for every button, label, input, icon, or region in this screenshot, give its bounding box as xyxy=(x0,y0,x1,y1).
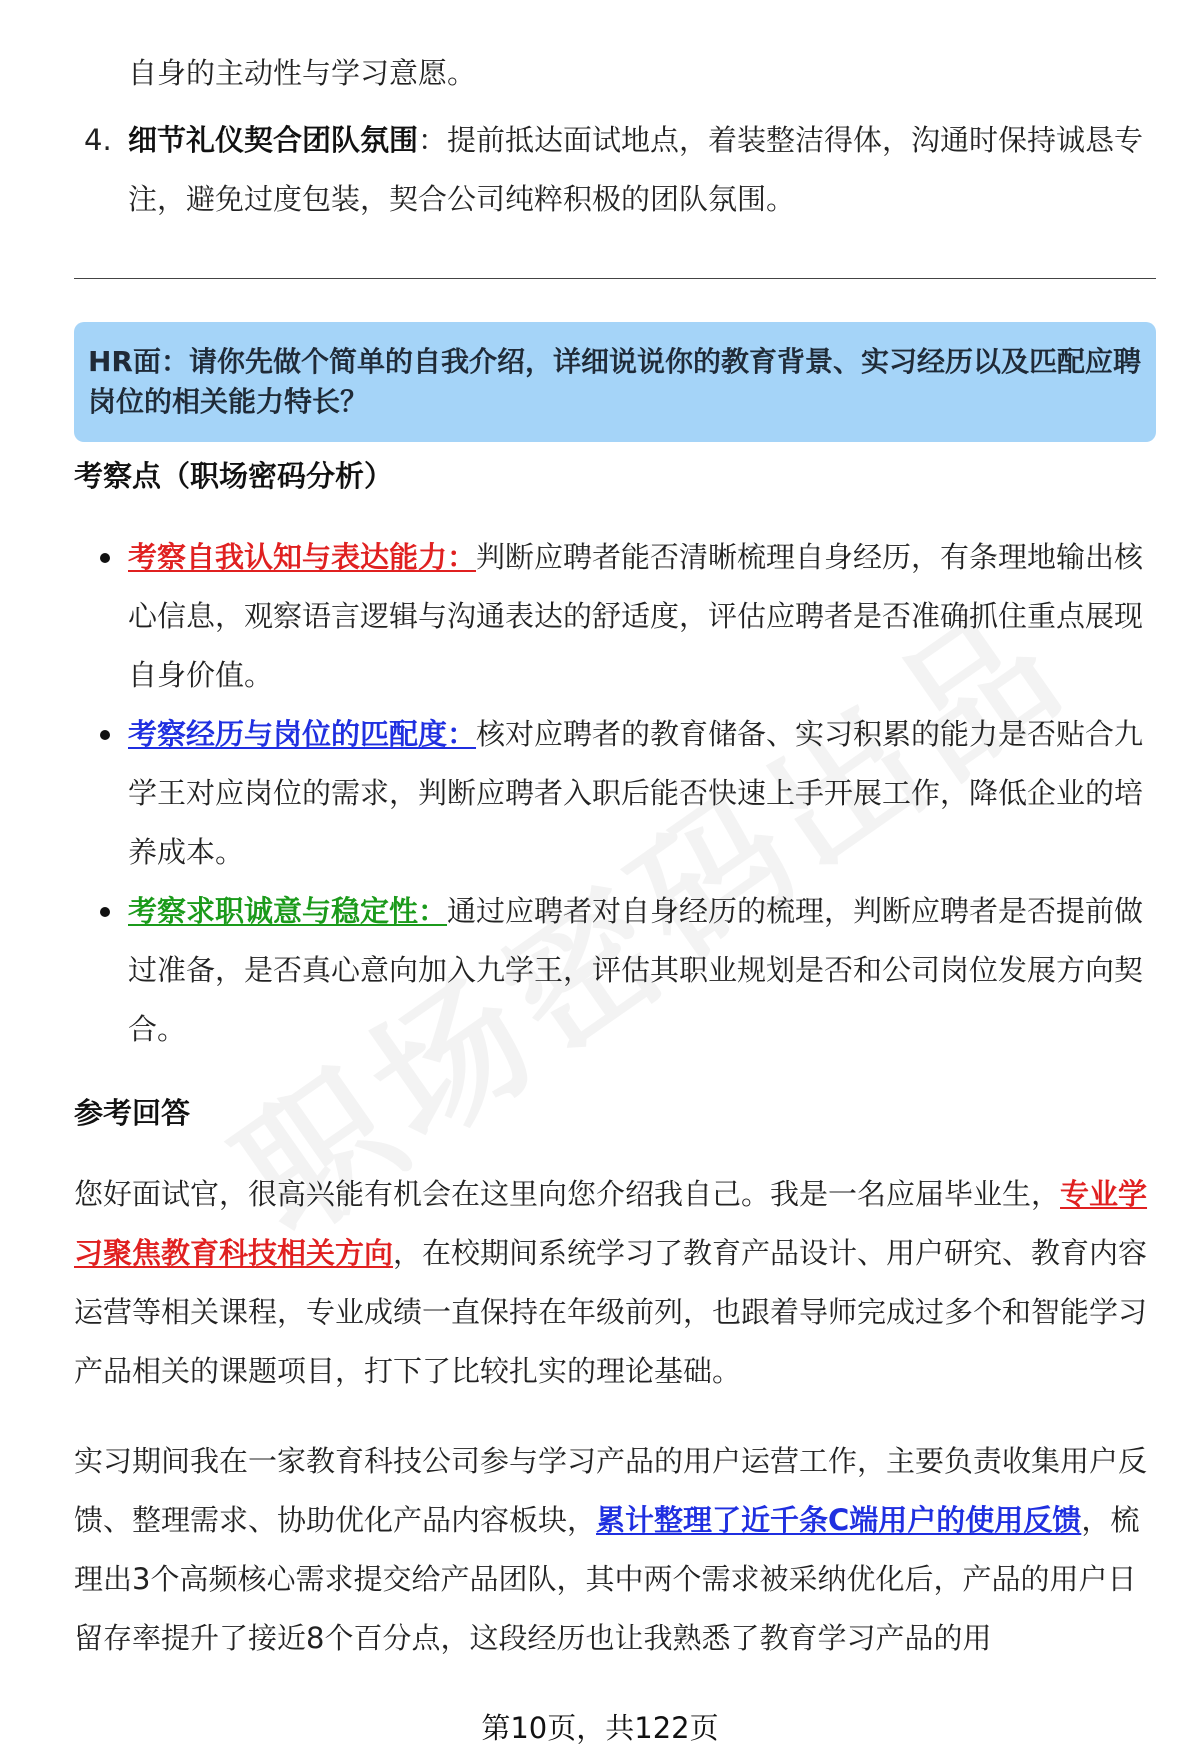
list-item-4 xyxy=(84,111,1148,229)
bullet-dot xyxy=(100,553,110,563)
analysis-point-text: 核对应聘者的教育储备、实习积累的能力是否贴合九学王对应岗位的需求，判断应聘者入职后能否快速上手开展工作，降低企业的培养成本。 xyxy=(128,717,1144,869)
question-box xyxy=(74,322,1156,442)
question-text: HR面：请你先做个简单的自我介绍，详细说说你的教育背景、实习经历以及匹配应聘岗位的相关能力特长？ xyxy=(88,345,1141,418)
analysis-point-text: 通过应聘者对自身经历的梳理，判断应聘者是否提前做过准备，是否真心意向加入九学王，评估其职业规划是否和公司岗位发展方向契合。 xyxy=(128,894,1144,1046)
answer-highlight: 累计整理了近千条C端用户的使用反馈 xyxy=(596,1503,1082,1537)
analysis-point-label: 考察自我认知与表达能力： xyxy=(128,540,477,574)
answer-heading: 参考回答 xyxy=(74,1096,191,1130)
list-item-text: ：提前抵达面试地点，着装整洁得体，沟通时保持诚恳专注，避免过度包装，契合公司纯粹积极的团队氛围。 xyxy=(128,123,1144,216)
section-divider xyxy=(74,278,1156,279)
analysis-point-label: 考察经历与岗位的匹配度： xyxy=(128,717,477,751)
analysis-point xyxy=(74,882,1156,1059)
bullet-dot xyxy=(100,907,110,917)
previous-item-continuation: 自身的主动性与学习意愿。 xyxy=(128,56,477,90)
list-item-title: 细节礼仪契合团队氛围 xyxy=(128,123,419,157)
bullet-dot xyxy=(100,730,110,740)
analysis-point xyxy=(74,705,1156,882)
analysis-point-text: 判断应聘者能否清晰梳理自身经历，有条理地输出核心信息，观察语言逻辑与沟通表达的舒适度，评估应聘者是否准确抓住重点展现自身价值。 xyxy=(128,540,1144,692)
answer-highlight: 专业学习聚焦教育科技相关方向 xyxy=(74,1177,1148,1270)
answer-paragraph-1 xyxy=(74,1165,1156,1401)
answer-text: 实习期间我在一家教育科技公司参与学习产品的用户运营工作，主要负责收集用户反馈、整理需求、协助优化产品内容板块， xyxy=(74,1444,1148,1537)
list-number: 4. xyxy=(84,123,112,157)
list-item-body xyxy=(128,111,1148,229)
answer-text: 您好面试官，很高兴能有机会在这里向您介绍我自己。我是一名应届毕业生， xyxy=(74,1177,1061,1211)
analysis-point xyxy=(74,528,1156,705)
analysis-list xyxy=(74,528,1156,1059)
answer-paragraph-2 xyxy=(74,1432,1156,1668)
page-number: 第10页，共122页 xyxy=(481,1711,719,1745)
answer-text: ，在校期间系统学习了教育产品设计、用户研究、教育内容运营等相关课程，专业成绩一直保持在年级前列，也跟着导师完成过多个和智能学习产品相关的课题项目，打下了比较扎实的理论基础。 xyxy=(74,1236,1148,1388)
answer-text: ，梳理出3个高频核心需求提交给产品团队，其中两个需求被采纳优化后，产品的用户日留存率提升了接近8个百分点，这段经历也让我熟悉了教育学习产品的用 xyxy=(74,1503,1140,1655)
analysis-point-label: 考察求职诚意与稳定性： xyxy=(128,894,448,928)
analysis-heading: 考察点（职场密码分析） xyxy=(74,459,394,493)
